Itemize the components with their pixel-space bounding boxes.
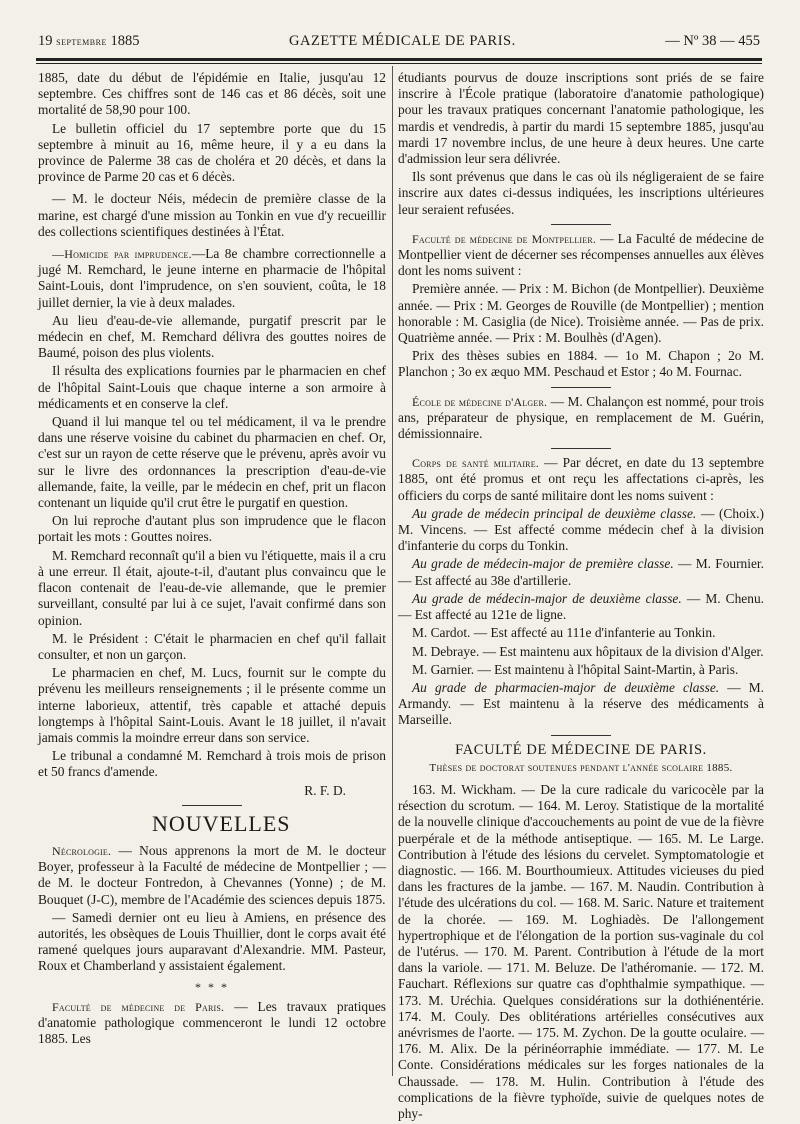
paragraph: Première année. — Prix : M. Bichon (de Montpellier). Deuxième année. — Prix : M. Georges de Rouville (de Montpellier) ; mention honorable : M. Casiglia (de Nice). Troisième année. — Pas de prix. Quatrième année. — Prix : M. Boulhès (d'Agen).: [398, 281, 764, 346]
separator: [551, 224, 611, 225]
paragraph: M. le Président : C'était le pharmacien en chef qu'il fallait consulter, et non un garçon.: [38, 630, 386, 662]
paragraph-text: — Par décret, en date du 13 septembre 1885, ont été promus et ont reçu les affectations ci-après, les officiers du corps de santé militaire dont les noms suivent :: [398, 455, 764, 503]
paragraph-text: — Nous apprenons la mort de M. le docteur Boyer, professeur à la Faculté de médecine de Montpellier ; — de M. le docteur Fontredon, à Chevannes (Yonne) ; de M. Bouquet (J-C), membre de l'Académie des sciences depuis 1875.: [38, 842, 386, 907]
paragraph: M. Garnier. — Est maintenu à l'hôpital Saint-Martin, à Paris.: [412, 661, 739, 677]
grade-label: Au grade de pharmacien-major de deuxième classe.: [412, 679, 720, 695]
rubric: Faculté de médecine de Montpellier.: [412, 231, 597, 246]
rubric: Nécrologie.: [52, 843, 112, 858]
paragraph: [38, 246, 386, 311]
signature: R. F. D.: [304, 782, 346, 798]
right-column: [398, 70, 764, 1124]
rubric: Corps de santé militaire.: [412, 456, 540, 471]
grade-label: Au grade de médecin-major de première classe.: [412, 556, 674, 572]
grade-label: Au grade de médecin principal de deuxième classe.: [412, 505, 697, 521]
issue-date: [38, 33, 139, 50]
paragraph: [398, 231, 764, 280]
paragraph: [398, 556, 764, 588]
paragraph: [398, 591, 764, 623]
paragraph: [38, 999, 386, 1048]
separator: [551, 387, 611, 388]
rubric: —Homicide par imprudence.: [52, 247, 192, 262]
stars-separator: * * *: [195, 979, 229, 994]
paragraph: [38, 843, 386, 908]
paragraph: M. Cardot. — Est affecté au 111e d'infanterie au Tonkin.: [412, 625, 716, 641]
paragraph-text: — Les travaux pratiques d'anatomie pathologique commenceront le lundi 12 octobre 1885. Les: [38, 998, 386, 1047]
journal-title: GAZETTE MÉDICALE DE PARIS.: [289, 33, 516, 49]
paragraph: M. Debraye. — Est maintenu aux hôpitaux de la division d'Alger.: [412, 643, 764, 659]
paragraph-text: — M. Fournier. — Est affecté au 38e d'artillerie.: [398, 556, 764, 588]
paragraph: M. Remchard reconnaît qu'il a bien vu l'étiquette, mais il a cru à une erreur. Il était, ajoute-t-il, d'autant plus convaincu que le flacon contenait de l'eau-de-vie allemande, que le premier surveillant, consulté par lui à ce sujet, l'avait confirmé dans son opinion.: [38, 547, 386, 628]
paragraph: [398, 680, 764, 729]
rubric: Faculté de médecine de Paris.: [52, 999, 225, 1014]
paragraph: — M. le docteur Néis, médecin de première classe de la marine, est chargé d'une mission au Tonkin en vue d'y recueillir des collections scientifiques destinées à l'État.: [38, 191, 386, 239]
paragraph-text: —La 8e chambre correctionnelle a jugé M. Remchard, le jeune interne en pharmacie de l'hôpital Saint-Louis, dont l'imprudence, on s'en souvient, coûta, le 18 juillet dernier, la vie à deux malades.: [38, 246, 386, 310]
paragraph: — Samedi dernier ont eu lieu à Amiens, en présence des autorités, les obsèques de Louis Thuillier, dont le corps avait été ramené quelques jours auparavant d'Alexandrie. MM. Pasteur, Roux et Chamberland y assistaient également.: [38, 909, 386, 974]
paragraph: étudiants pourvus de douze inscriptions sont priés de se faire inscrire à l'École pratique (laboratoire d'anatomie pathologique) pour les travaux pratiques concernant l'anatomie pathologique, les mardis et vendredis, à partir du mardi 15 septembre 1885, jusqu'au mardi 17 novembre inclus, de une heure à deux heures. Une carte d'admission leur sera délivrée.: [398, 70, 764, 167]
grade-label: Au grade de médecin-major de deuxième classe.: [412, 590, 682, 606]
paragraph: On lui reproche d'autant plus son imprudence que le flacon portait les mots : Gouttes noires.: [38, 513, 386, 545]
paragraph: [398, 455, 764, 504]
paragraph-text: — (Choix.) M. Vincens. — Est affecté comme médecin chef à la division d'infanterie du corps du Tonkin.: [398, 505, 764, 554]
paragraph-text: — La Faculté de médecine de Montpellier vient de décerner ses récompenses annuelles aux élèves dont les noms suivent :: [398, 230, 764, 279]
paragraph: Le tribunal a condamné M. Remchard à trois mois de prison et 50 francs d'amende.: [38, 748, 386, 780]
paragraph: Le pharmacien en chef, M. Lucs, fournit sur le compte du prévenu les meilleurs renseignements ; il le présente comme un interne laborieux, attentif, très capable et attaché depuis longtemps à l'hôpital Saint-Louis. Avant le 18 juillet, il n'avait jamais commis la moindre erreur dans son service.: [38, 665, 386, 745]
section-heading: FACULTÉ DE MÉDECINE DE PARIS.: [455, 741, 707, 758]
date-month: septembre: [56, 36, 107, 48]
paragraph: Prix des thèses subies en 1884. — 1o M. Chapon ; 2o M. Planchon ; 3o ex æquo MM. Peschaud et Estor ; 4o M. Fournac.: [398, 348, 764, 380]
paragraph-text: — M. Armandy. — Est maintenu à la réserve des médicaments à Marseille.: [398, 679, 764, 728]
date-year: 1885: [110, 33, 140, 49]
section-subheading: Thèses de doctorat soutenues pendant l'année scolaire 1885.: [429, 761, 733, 774]
issue-number: — Nº 38 — 455: [665, 33, 760, 49]
header-rule: [36, 58, 762, 61]
paragraph: Au lieu d'eau-de-vie allemande, purgatif prescrit par le médecin en chef, M. Remchard délivra des gouttes noires de Baumé, poison des plus violents.: [38, 312, 386, 361]
left-column: [38, 70, 386, 1049]
paragraph-text: — M. Chenu. — Est affecté au 121e de ligne.: [398, 590, 764, 623]
paragraph: 1885, date du début de l'épidémie en Italie, jusqu'au 12 septembre. Ces chiffres sont de 146 cas et 86 décès, soit une mortalité de 58,90 pour 100.: [38, 70, 386, 118]
paragraph: Le bulletin officiel du 17 septembre porte que du 15 septembre à minuit au 16, même heure, il y a eu dans la province de Palerme 38 cas de choléra et 20 décès, et dans la province de Parme 20 cas et 6 décès.: [38, 120, 386, 185]
section-title: NOUVELLES: [152, 810, 291, 836]
column-divider: [392, 66, 393, 1076]
paragraph: Il résulta des explications fournies par le pharmacien en chef de l'hôpital Saint-Louis que chaque interne a son armoire à médicaments et en conserve la clef.: [38, 363, 386, 411]
separator: [182, 805, 242, 806]
header-rule-thin: [36, 63, 762, 64]
paragraph: [398, 394, 764, 443]
paragraph: Ils sont prévenus que dans le cas où ils négligeraient de se faire inscrire aux dates ci-dessus indiquées, les inscriptions ultérieures leur seraient refusées.: [398, 169, 764, 217]
paragraph-text: — M. Chalançon est nommé, pour trois ans, préparateur de physique, en remplacement de M. Guérin, démissionnaire.: [398, 393, 764, 442]
paragraph: Quand il lui manque tel ou tel médicament, il va le prendre dans une réserve voisine du cabinet du pharmacien en chef. Or, c'est sur un rayon de cette réserve que le prévenu, après avoir vu sur le livre des ordonnances la prescription d'eau-de-vie allemande, faite, la veille, par le médecin en chef, prit un flacon contenant un liquide qu'il crut être le purgatif en question.: [38, 414, 386, 511]
date-day: 19: [38, 33, 53, 49]
paragraph: 163. M. Wickham. — De la cure radicale du varicocèle par la résection du scrotum. — 164. M. Leroy. Statistique de la mortalité de la nouvelle clinique d'accouchements au point de vue de la fièvre puerpérale et de la méthode antiseptique. — 165. M. Le Large. Contribution à l'étude des lésions du cervelet. Symptomatologie et diagnostic. — 166. M. Bourthoumieux. Attitudes vicieuses du pied dans les fractures de la jambe. — 167. M. Naudin. Contribution à l'étude des ulcérations du col. — 168. M. Saric. Nature et traitement de la chorée. — 169. M. Loghiadès. De l'allongement hypertrophique et de l'élongation de la portion sus-vaginale du col de l'utérus. — 170. M. Parent. Contribution à l'étude de la mort dans la variole. — 171. M. Beluze. De l'athéromanie. — 172. M. Fauchart. Réflexions sur quatre cas d'ophthalmie sympathique. — 173. M. Uréchia. Quelques considérations sur la dothiénentérie. 174. M. Couly. Des oblitérations artérielles consécutives aux anévrismes de l'aorte. — 175. M. Zychon. De la goutte oculaire. — 176. M. Alix. De la périnéorraphie immédiate. — 177. M. Le Conte. Considérations médicales sur les forges nationales de la Chaussade. — 178. M. Hulin. Contribution à l'étude des complications de la fièvre typhoïde, suivie de quelques notes de phy-: [398, 781, 764, 1121]
page-header: [38, 33, 760, 55]
paragraph: [398, 506, 764, 555]
rubric: École de médecine d'Alger.: [412, 394, 548, 409]
separator: [551, 735, 611, 736]
separator: [551, 448, 611, 449]
